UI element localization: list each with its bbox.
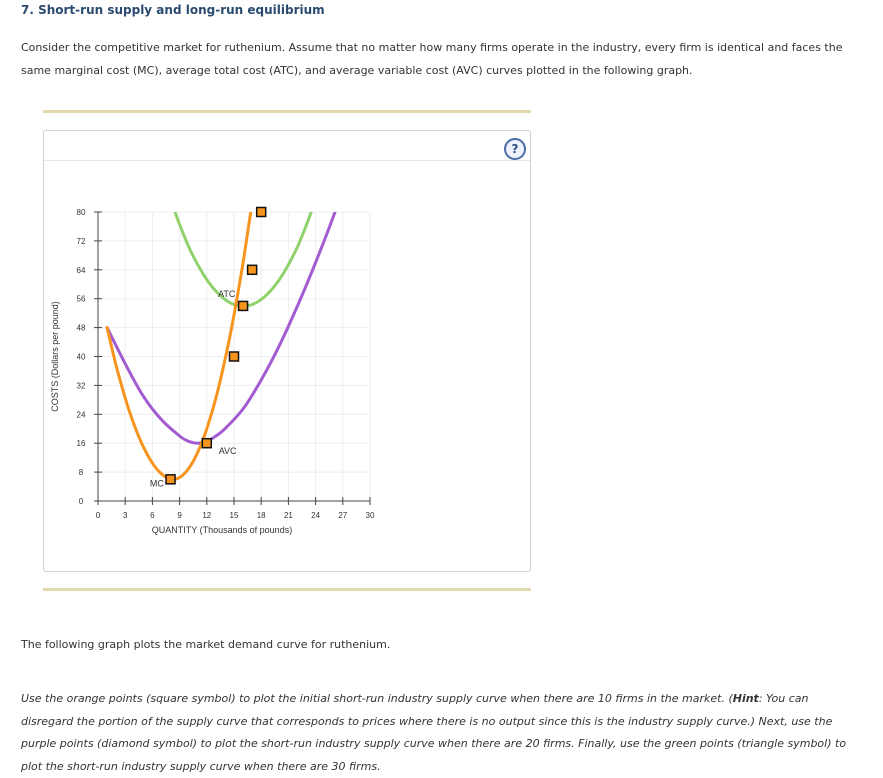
x-tick-label: 18 — [256, 511, 266, 520]
graph-panel — [43, 130, 531, 572]
x-tick-label: 0 — [95, 511, 101, 520]
x-tick-label: 24 — [311, 511, 321, 520]
top-divider — [43, 110, 531, 113]
point-marker-3 — [230, 352, 239, 361]
point-marker-1 — [166, 475, 175, 484]
x-tick-label: 3 — [122, 511, 128, 520]
cost-curves-chart — [44, 131, 530, 571]
y-tick-label: 40 — [76, 352, 86, 362]
y-tick-label: 0 — [78, 497, 84, 506]
y-tick-label: 64 — [76, 265, 86, 275]
y-tick-label: 8 — [78, 468, 84, 478]
point-marker-6 — [257, 208, 266, 217]
curve-atc — [175, 170, 325, 306]
question-title: 7. Short-run supply and long-run equilibrium — [21, 3, 325, 17]
y-tick-label: 72 — [76, 236, 86, 246]
point-marker-2 — [202, 439, 211, 448]
x-tick-label: 6 — [150, 511, 155, 520]
y-tick-label: 80 — [76, 208, 86, 217]
curve-label-avc: AVC — [218, 446, 237, 457]
point-marker-5 — [248, 265, 257, 274]
y-tick-label: 56 — [76, 294, 86, 304]
curve-label-mc: MC — [149, 478, 164, 489]
instructions-part-1: Use the orange points (square symbol) to plot the initial short-run industry supply curve when there are 10 firms in the market. ( — [21, 692, 733, 705]
x-tick-label: 30 — [365, 511, 375, 520]
y-tick-label: 32 — [76, 381, 86, 391]
question-intro: Consider the competitive market for ruthenium. Assume that no matter how many firms operate in the industry, every firm is identical and faces the same marginal cost (MC), average total cost (ATC), and average variable cost (AVC) curves plotted in the following graph. — [21, 41, 843, 77]
bottom-divider — [43, 588, 531, 591]
instructions-part-2: : You can disregard the portion of the supply curve that corresponds to prices where there is no output since this is the industry supply curve.) Next, use the purple points (diamond symbol) to plot the short-run industry supply curve when there are 20 firms. Finally, use the green points (triangle symbol) to plot the short-run industry supply curve when there are 30 firms. — [21, 692, 847, 773]
curve-label-atc: ATC — [218, 288, 236, 299]
y-tick-label: 16 — [76, 439, 86, 449]
y-tick-label: 24 — [76, 410, 86, 420]
point-marker-4 — [239, 301, 248, 310]
x-tick-label: 9 — [177, 511, 182, 520]
help-icon[interactable]: ? — [504, 138, 526, 160]
x-tick-label: 21 — [283, 511, 293, 520]
x-axis-title: QUANTITY (Thousands of pounds) — [151, 525, 293, 535]
demand-note: The following graph plots the market demand curve for ruthenium. — [21, 638, 391, 651]
instructions — [21, 688, 861, 778]
x-tick-label: 15 — [229, 511, 239, 520]
hint-label: Hint — [732, 692, 759, 705]
y-axis-title: COSTS (Dollars per pound) — [50, 301, 60, 412]
x-tick-label: 12 — [202, 511, 212, 520]
x-tick-label: 27 — [338, 511, 348, 520]
y-tick-label: 48 — [76, 323, 86, 333]
